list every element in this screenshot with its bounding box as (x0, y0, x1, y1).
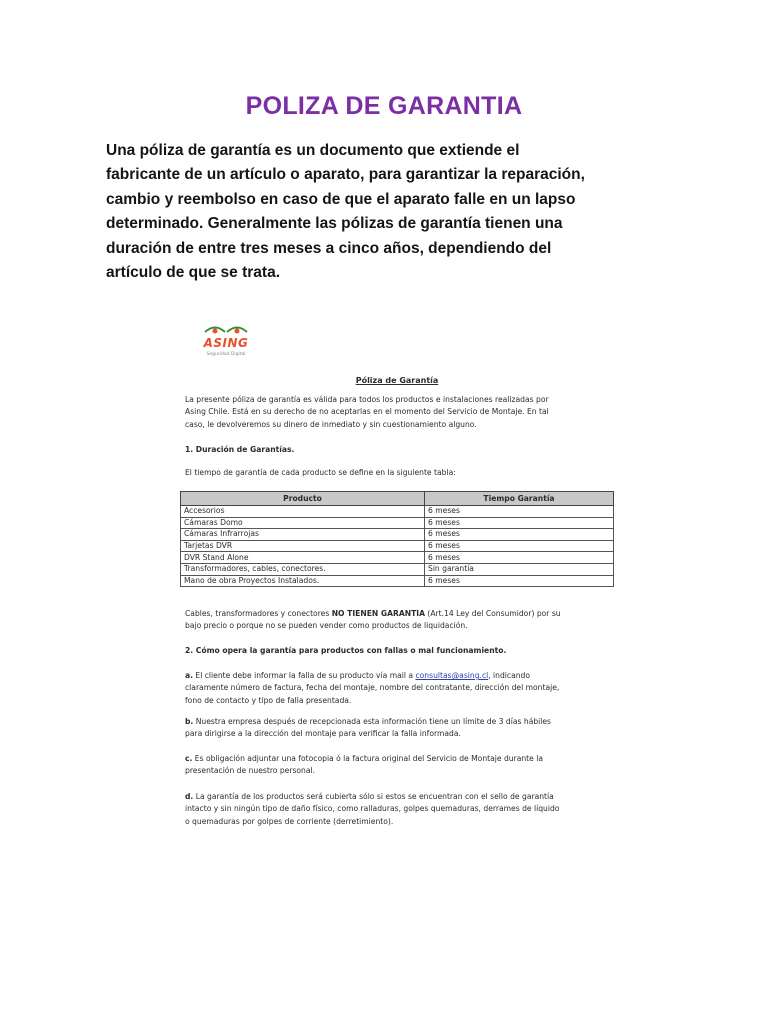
note-emphasis: NO TIENEN GARANTIA (331, 609, 425, 618)
item-letter: b. (185, 717, 194, 726)
table-row (181, 575, 614, 587)
intro-line: determinado. Generalmente las pólizas de garantía tienen una (106, 215, 563, 233)
document-intro (185, 394, 613, 431)
item-a-line (185, 670, 613, 682)
item-c-line (185, 753, 613, 765)
table-row (181, 552, 614, 564)
note-line (185, 608, 613, 620)
item-c (185, 753, 613, 778)
item-a-line: fono de contacto y tipo de falla presentada. (185, 695, 352, 705)
warranty-time-cell: 6 meses (425, 575, 614, 587)
logo-text: ASING (203, 336, 249, 350)
intro-line: artículo de que se trata. (106, 264, 280, 282)
document-heading: Póliza de Garantía (355, 376, 439, 385)
item-text: , indicando (488, 671, 531, 680)
table-row (181, 517, 614, 529)
warranty-time-cell: 6 meses (425, 517, 614, 529)
email-link[interactable]: consultas@asing.cl (415, 671, 489, 680)
no-warranty-note (185, 608, 613, 633)
item-b-line: para dirigirse a la dirección del montaje para verificar la falla informada. (185, 729, 461, 739)
item-letter: c. (185, 754, 193, 763)
document-intro-line: Asing Chile. Está en su derecho de no aceptarlas en el momento del Servicio de Montaje. En tal (185, 407, 549, 417)
table-row (181, 506, 614, 518)
column-header-product: Producto (181, 492, 425, 506)
table-row (181, 540, 614, 552)
item-text: La garantía de los productos será cubierta sólo si estos se encuentran con el sello de garantía (193, 792, 554, 801)
item-a-line: claramente número de factura, fecha del montaje, nombre del contratante, dirección del montaje, (185, 683, 560, 693)
item-d-line (185, 791, 613, 803)
table-row (181, 563, 614, 575)
product-cell: DVR Stand Alone (181, 552, 425, 564)
intro-line: fabricante de un artículo o aparato, para garantizar la reparación, (106, 166, 585, 184)
logo-tagline: Seguridad Digital (206, 352, 246, 357)
page-title: POLIZA DE GARANTIA (245, 92, 523, 120)
intro-line: cambio y reembolso en caso de que el aparato falle en un lapso (106, 190, 576, 208)
note-text: Cables, transformadores y conectores (185, 609, 332, 618)
item-text: Es obligación adjuntar una fotocopia ó la factura original del Servicio de Montaje durante la (192, 754, 544, 763)
item-b (185, 716, 613, 741)
document-intro-line: La presente póliza de garantía es válida para todos los productos e instalaciones realizadas por (185, 395, 549, 404)
item-text: Nuestra empresa después de recepcionada esta información tiene un límite de 3 días hábiles (193, 717, 552, 726)
column-header-warranty-time: Tiempo Garantía (425, 492, 614, 506)
note-line: bajo precio o porque no se pueden vender como productos de liquidación. (185, 621, 468, 631)
item-d (185, 791, 613, 828)
warranty-time-cell: Sin garantía (425, 563, 614, 575)
eye-logo-icon (203, 322, 249, 336)
item-b-line (185, 716, 613, 728)
item-d-line: o quemaduras por golpes de corriente (derretimiento). (185, 816, 394, 826)
product-cell: Accesorios (181, 506, 425, 518)
warranty-document-image (172, 310, 622, 840)
table-row (181, 529, 614, 541)
item-a (185, 670, 613, 707)
warranty-time-cell: 6 meses (425, 529, 614, 541)
item-letter: d. (185, 792, 194, 801)
asing-logo (199, 322, 253, 364)
item-letter: a. (185, 671, 194, 680)
note-text: (Art.14 Ley del Consumidor) por su (424, 609, 561, 618)
section-1-title: 1. Duración de Garantías. (185, 445, 295, 454)
section-1-text: El tiempo de garantía de cada producto se define en la siguiente tabla: (185, 468, 456, 477)
warranty-time-cell: 6 meses (425, 540, 614, 552)
product-cell: Transformadores, cables, conectores. (181, 563, 425, 575)
item-d-line: intacto y sin ningún tipo de daño físico, como ralladuras, golpes quemaduras, derrames de líquido (185, 804, 560, 814)
intro-line: Una póliza de garantía es un documento que extiende el (106, 142, 520, 159)
intro-line: duración de entre tres meses a cinco años, dependiendo del (106, 239, 552, 257)
warranty-time-cell: 6 meses (425, 506, 614, 518)
table-header-row (181, 492, 614, 506)
warranty-table (180, 491, 614, 587)
item-text: El cliente debe informar la falla de su producto vía mail a (193, 671, 416, 680)
section-2-title: 2. Cómo opera la garantía para productos con fallas o mal funcionamiento. (185, 646, 507, 655)
product-cell: Cámaras Domo (181, 517, 425, 529)
product-cell: Tarjetas DVR (181, 540, 425, 552)
item-c-line: presentación de nuestro personal. (185, 766, 316, 776)
document-intro-line: caso, le devolveremos su dinero de inmediato y sin cuestionamiento alguno. (185, 419, 477, 429)
product-cell: Mano de obra Proyectos Instalados. (181, 575, 425, 587)
warranty-time-cell: 6 meses (425, 552, 614, 564)
intro-paragraph (106, 139, 666, 285)
product-cell: Cámaras Infrarrojas (181, 529, 425, 541)
